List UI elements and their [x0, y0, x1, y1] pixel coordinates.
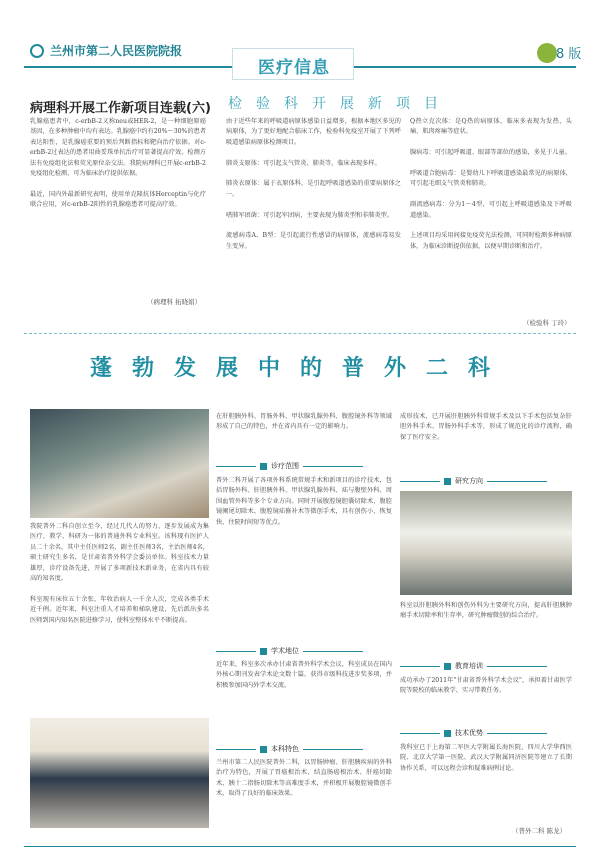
surgery-photo — [30, 409, 209, 518]
subhead-features — [216, 744, 392, 754]
page-badge-icon — [537, 43, 557, 63]
square-icon — [444, 730, 451, 737]
square-icon — [444, 663, 451, 670]
status-body: 近年来，科室多次承办甘肃省普外科学术会议，科室成员在国内外核心期刊发表学术论文数十篇，获得市级科技进步奖多项，并积极参加国内外学术交流。 — [216, 661, 392, 689]
article-b-col2: Q热立克次体：是Q热的病原体，临床多表现为发热、头痛、肌肉疼痛等症状。 腺病毒：可引起呼吸道、眼部等部位的感染，多见于儿童。 呼吸道合胞病毒：是婴幼儿下呼吸道感染最常见的病原体，可引起毛细支气管炎和肺炎。 副流感病毒：分为1～4型，可引起上呼吸道感染及下呼吸道感染。 上述项目均采用间接免疫荧光法检测，可同时检测多种病原体，为临床诊断提供依据，以便早期诊断和治疗。 — [410, 118, 572, 250]
subhead-status-label: 学术地位 — [271, 647, 299, 655]
article-b-col1: 由于近些年来的呼吸道病原体感染日益增多，根据本地区多见的病原体，为了更好地配合临床工作，检验科免疫室开展了下列呼吸道感染病原体检测项目。 肺炎支原体：可引起支气管炎、肺炎等，临床表现多样。 肺炎衣原体：属于衣原体科，是引起呼吸道感染的重要病原体之一。 嗜肺军团菌：可引起军团病，主要表现为肺炎型和非肺炎型。 流感病毒A、B型：是引起流行性感冒的病原体，流感病毒易发生变异。 — [226, 118, 401, 250]
subhead-training-label: 教育培训 — [455, 662, 483, 670]
square-icon — [260, 746, 267, 753]
subhead-research-label: 研究方向 — [455, 477, 483, 485]
hospital-name: 兰州市第二人民医院院报 — [50, 44, 183, 58]
training-body: 成功承办了2011年"甘肃省普外科学术会议"，承担着甘肃医学院等院校的临床教学、实习带教任务。 — [400, 677, 572, 695]
advantages-body: 我科室已于上海第二军医大学附属长海医院、四川大学华西医院、北京大学第一医院、武汉大学附属同济医院等建立了长期协作关系，可以远程会诊和疑难病例讨论。 — [400, 744, 572, 772]
section-divider — [24, 333, 576, 335]
footer-rule — [24, 846, 576, 847]
article-b-byline: （检验科 丁玲） — [523, 319, 571, 327]
feature-right-intro: 成形技术，已开展肝胆胰外科常规手术及以下手术包括复杂肝胆外科手术、胃肠外科手术等，形成了规范化的诊疗流程，确保了医疗安全。 — [400, 413, 572, 441]
hospital-logo-icon — [30, 44, 44, 58]
subhead-research — [400, 476, 572, 486]
square-icon — [260, 648, 267, 655]
staff-group-photo — [30, 718, 209, 828]
subhead-scope — [216, 461, 392, 471]
feature-byline: （普外二科 陈龙） — [512, 827, 567, 835]
subhead-advantages — [400, 728, 572, 738]
article-a-title: 病理科开展工作新项目连载(六) — [30, 101, 211, 116]
subhead-features-label: 本科特色 — [271, 745, 299, 753]
article-a-byline: （病理科 拓晓娟） — [147, 298, 202, 306]
feature-title: 蓬勃发展中的普外二科 — [90, 356, 511, 381]
page-label: 8 版 — [556, 47, 582, 62]
feature-mid-intro: 在肝胆胰外科、胃肠外科、甲状腺乳腺外科、腹腔镜外科等领域形成了自己的特色，并在省内具有一定的影响力。 — [216, 413, 392, 431]
scope-body: 普外二科开展了各项外科系统常规手术和新项目的诊疗技术，包括胃肠外科、肝胆胰外科、甲状腺乳腺外科、疝与腹壁外科、周围血管外科等多个专业方向。同时开展腹腔镜胆囊切除术、腹腔镜阑尾切除术、腹腔镜疝修补术等微创手术，具有创伤小、恢复快、住院时间短等优点。 — [216, 477, 392, 526]
research-photo — [400, 491, 572, 595]
subhead-training — [400, 661, 572, 671]
features-body: 兰州市第二人民医院普外二科，以胃肠肿瘤、肝胆胰疾病的外科治疗为特色，开展了胃癌根治术、结直肠癌根治术、肝癌切除术、胰十二指肠切除术等高难度手术，并积极开展腹腔镜微创手术，取得了良好的临床效果。 — [216, 759, 392, 798]
square-icon — [260, 463, 267, 470]
square-icon — [444, 478, 451, 485]
article-b-title: 检验科开展新项目 — [228, 96, 452, 112]
article-a-body: 乳腺癌患者中，c-erbB-2又称neu或HER-2，是一种细胞原癌基因，在多种肿瘤中均有表达。乳腺癌中约有20%～30%的患者表达阳性，是乳腺癌重要的预后判断指标和靶向治疗依据。对c-erbB-2过表达的患者用曲妥珠单抗治疗可显著提高疗效。检测方法有免疫组化法和荧光原位杂交法。我院病理科已开展c-erbB-2免疫组化检测，可为临床治疗提供依据。 最近，国内外最新研究表明，使用单克隆抗体Herceptin与化疗联合应用，对c-erbB-2阳性的乳腺癌患者可提高疗效。 — [30, 118, 206, 209]
research-body: 科室以肝胆胰外科和创伤外科为主要研究方向，提高肝胆胰肿瘤手术切除率和生存率，研究肿瘤微创的综合治疗。 — [400, 602, 572, 620]
section-title: 医疗信息 — [258, 58, 330, 78]
subhead-scope-label: 诊疗范围 — [271, 462, 299, 470]
subhead-advantages-label: 技术优势 — [455, 729, 483, 737]
feature-intro: 我院普外二科自创立至今，经过几代人的努力，逐步发展成为集医疗、教学、科研为一体的普通外科专业科室。该科现有医护人员二十余名，其中主任医师2名，副主任医师3名，主治医师4名，硕士研究生多名，是甘肃省普外科学会委员单位。科室技术力量雄厚，诊疗设备先进，开展了多项新技术新业务，在省内具有较高的知名度。 科室现有床位五十余张，年收治病人一千余人次，完成各类手术近千例。近年来，科室注重人才培养和梯队建设，先后派出多名医师到国内知名医院进修学习，使科室整体水平不断提高。 — [30, 523, 209, 624]
subhead-status — [216, 646, 392, 656]
